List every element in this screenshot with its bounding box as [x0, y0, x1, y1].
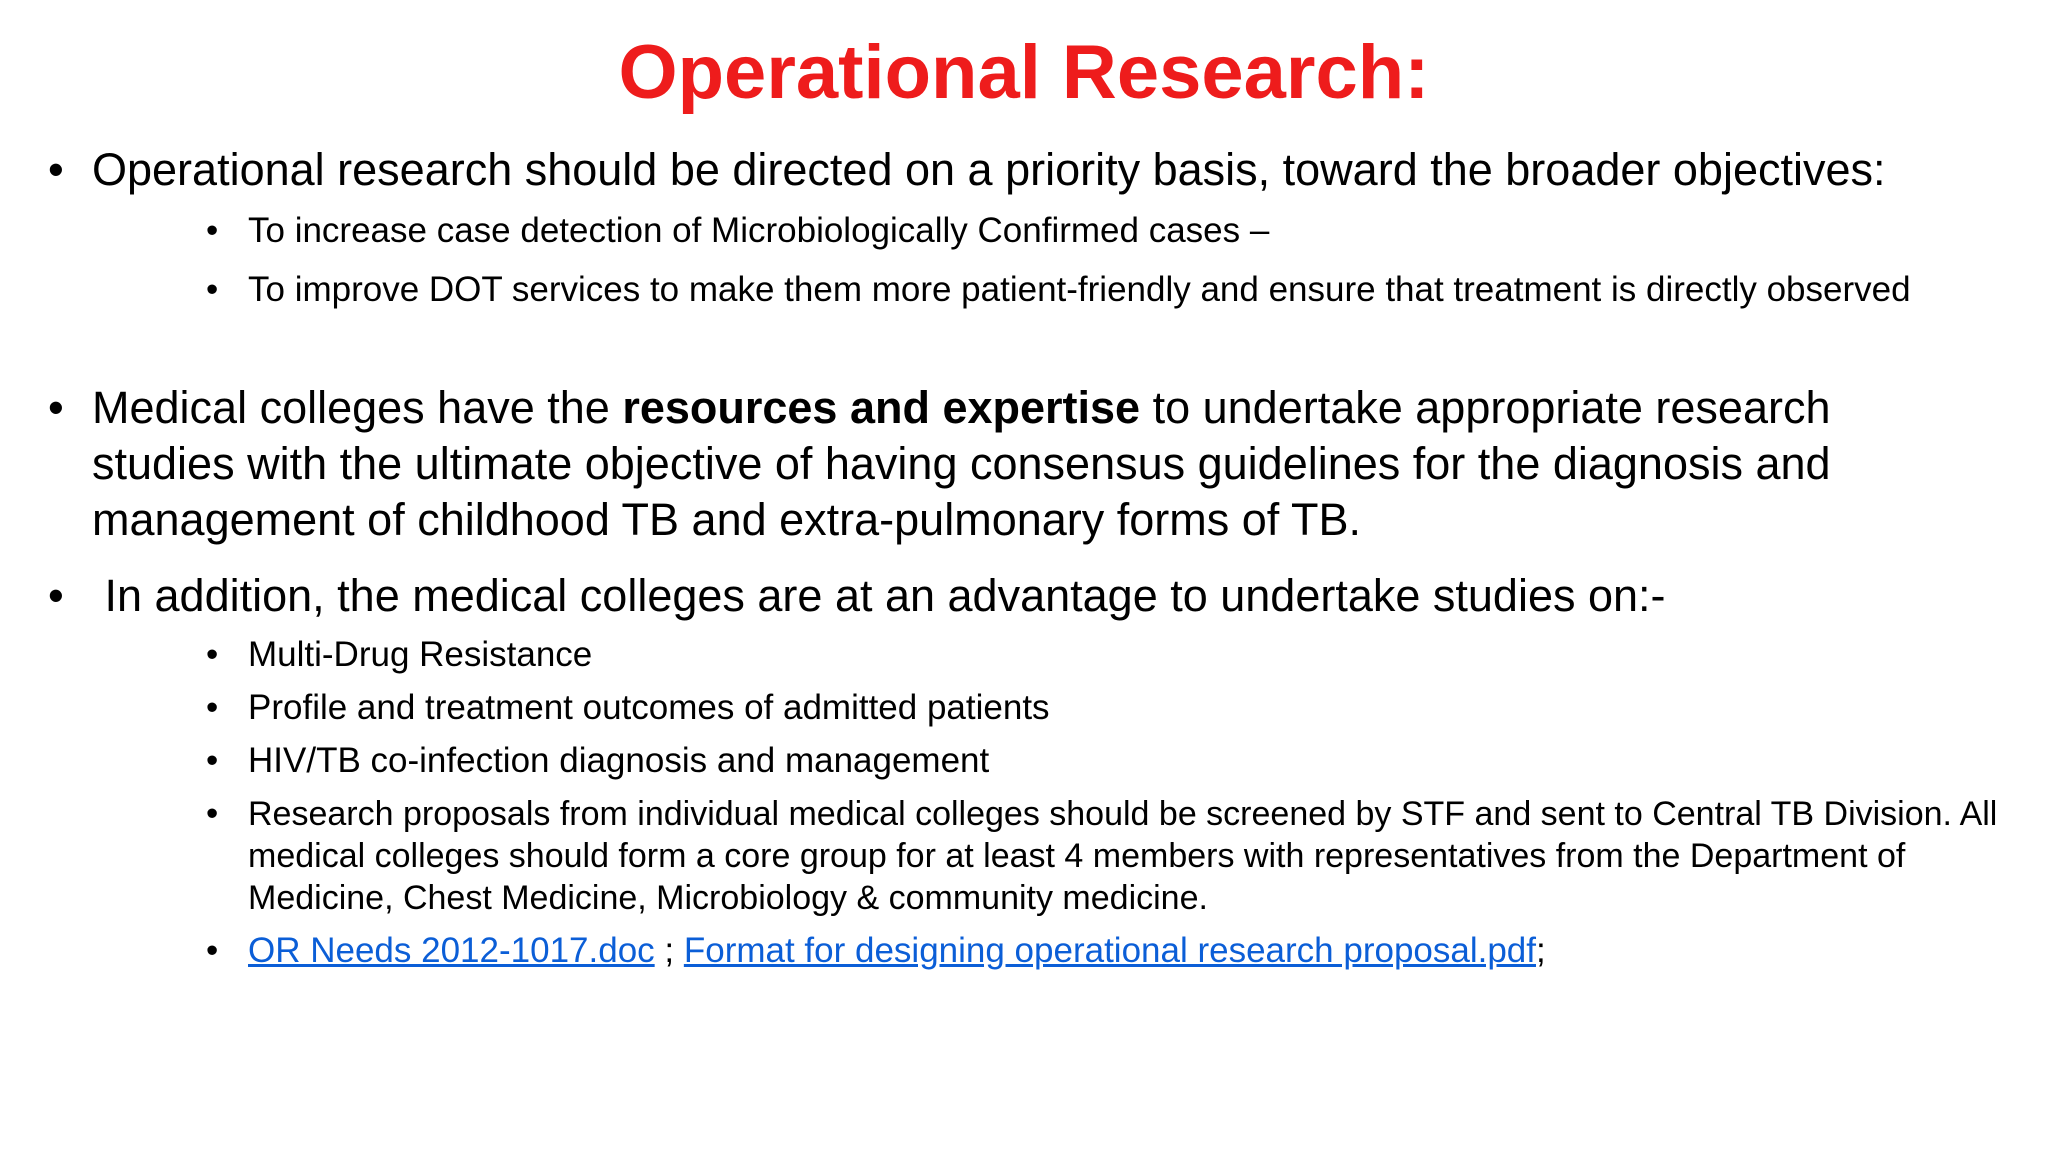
bullet-dot: • — [48, 144, 64, 195]
bullet-3-sub-1-text: Multi-Drug Resistance — [248, 635, 593, 674]
sub-bullet-dot: • — [206, 931, 219, 970]
links-line — [248, 930, 2016, 972]
slide-title: Operational Research: — [618, 30, 1430, 115]
or-needs-doc-link[interactable]: OR Needs 2012-1017.doc — [248, 931, 655, 970]
bullet-3-sub-4 — [206, 793, 2016, 919]
bullet-2 — [48, 380, 1948, 548]
bullet-1-sub-1 — [206, 210, 2016, 252]
sub-bullet-dot: • — [206, 635, 219, 674]
bullet-1-sub-1-text: To increase case detection of Microbiologically Confirmed cases – — [248, 211, 1270, 250]
sub-bullet-dot: • — [206, 794, 219, 833]
sub-bullet-dot: • — [206, 211, 219, 250]
bullet-3-sub-2-text: Profile and treatment outcomes of admitted patients — [248, 688, 1050, 727]
bullet-dot: • — [48, 570, 64, 621]
links-end: ; — [1536, 931, 1546, 970]
bullet-2-text-post: to undertake appropriate research studies with the ultimate objective of having consensus guidelines for the diagnosis and management of childhood TB and extra-pulmonary forms of TB. — [92, 382, 1831, 545]
sub-bullet-dot: • — [206, 688, 219, 727]
bullet-1-sub-2 — [206, 267, 2016, 313]
sub-bullet-dot: • — [206, 741, 219, 780]
links-separator: ; — [654, 931, 684, 970]
bullet-3-sub-3-text: HIV/TB co-infection diagnosis and management — [248, 741, 990, 780]
bullet-3-sub-2 — [206, 687, 2016, 729]
bullet-dot: • — [48, 382, 64, 433]
bullet-1-sub-2-text: To improve DOT services to make them more patient-friendly and ensure that treatment is directly observed — [248, 270, 1911, 309]
bullet-3-sub-1 — [206, 634, 2016, 676]
bullet-1 — [48, 142, 2008, 198]
bullet-3-sub-3 — [206, 740, 2016, 782]
sub-bullet-dot: • — [206, 270, 219, 309]
bullet-3 — [48, 568, 2008, 624]
bullet-2-text — [92, 380, 1948, 548]
format-proposal-pdf-link[interactable]: Format for designing operational research proposal.pdf — [683, 931, 1536, 970]
bullet-1-text: Operational research should be directed on a priority basis, toward the broader objectives: — [92, 144, 1886, 195]
bullet-3-sub-4-text: Research proposals from individual medical colleges should be screened by STF and sent to Central TB Division. All medical colleges should form a core group for at least 4 members with representatives from the Department of Medicine, Chest Medicine, Microbiology & community medicine. — [248, 795, 1998, 917]
bullet-2-text-bold: resources and expertise — [622, 382, 1141, 433]
bullet-3-sub-links — [206, 930, 2016, 972]
bullet-2-text-pre: Medical colleges have the — [92, 382, 623, 433]
bullet-3-text: In addition, the medical colleges are at an advantage to undertake studies on:- — [92, 570, 1666, 621]
